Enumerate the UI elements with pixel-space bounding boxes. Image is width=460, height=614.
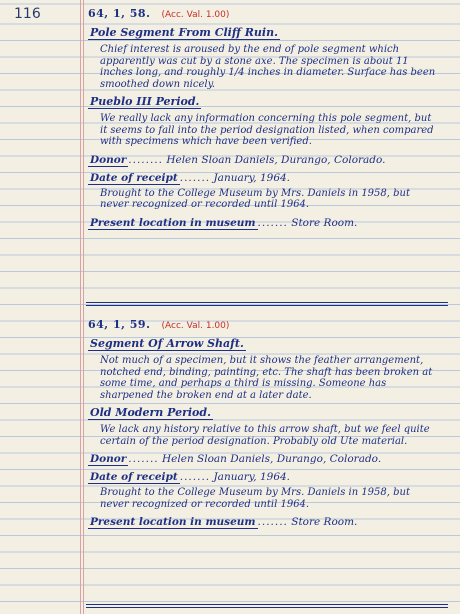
catalog-number: 64, 1, 59.	[88, 318, 151, 331]
receipt-line	[88, 172, 450, 184]
donor-value: Helen Sloan Daniels, Durango, Colorado.	[166, 153, 386, 166]
period-description: We really lack any information concerning this pole segment, but it seems to fall into the period designation listed, when compared with specimens which have been verified.	[100, 113, 434, 147]
donor-line	[88, 154, 450, 166]
period-description: We lack any history relative to this arrow shaft, but we feel quite certain of the period designation. Probably old Ute material.	[100, 424, 430, 447]
specimen-title: Segment Of Arrow Shaft.	[90, 337, 244, 350]
margin-line-inner	[83, 0, 84, 614]
page-bottom-rule	[86, 604, 448, 608]
donor-value: Helen Sloan Daniels, Durango, Colorado.	[162, 453, 382, 465]
receipt-leader: .......	[179, 471, 211, 483]
margin-line	[80, 0, 81, 614]
donor-leader: .......	[128, 453, 159, 465]
catalog-entry	[88, 313, 450, 528]
location-line	[88, 217, 450, 229]
donor-label: Donor	[90, 453, 127, 465]
location-value: Store Room.	[291, 516, 358, 528]
donor-leader: ........	[128, 153, 163, 166]
receipt-value: January, 1964.	[213, 171, 291, 184]
catalog-entry	[88, 2, 450, 229]
specimen-description: Not much of a specimen, but it shows the feather arrangement, notched end, binding, painting, etc. The shaft has been broken at some time, and perhaps a third is missing. Someone has sharpened the broken end at a later date.	[100, 355, 433, 401]
receipt-leader: .......	[179, 171, 211, 184]
receipt-notes: Brought to the College Museum by Mrs. Daniels in 1958, but never recognized or recorded until 1964.	[100, 487, 410, 510]
receipt-value: January, 1964.	[213, 471, 291, 483]
catalog-number: 64, 1, 58.	[88, 7, 151, 20]
donor-line	[88, 453, 450, 465]
entry-header	[88, 313, 450, 332]
entry-separator	[86, 302, 448, 306]
location-leader: .......	[257, 516, 288, 528]
period-heading: Pueblo III Period.	[90, 95, 200, 108]
specimen-title: Pole Segment From Cliff Ruin.	[90, 26, 278, 39]
donor-label: Donor	[90, 153, 127, 166]
period-heading: Old Modern Period.	[90, 406, 211, 419]
receipt-label: Date of receipt	[90, 471, 178, 483]
entry-header	[88, 2, 450, 21]
location-value: Store Room.	[291, 216, 358, 229]
page-number: 116	[14, 6, 41, 22]
receipt-label: Date of receipt	[90, 171, 178, 184]
specimen-description: Chief interest is aroused by the end of pole segment which apparently was cut by a stone axe. The specimen is about 11 inches long, and roughly 1/4 inches in diameter. Surface has been smoothed down nicely.	[100, 44, 436, 90]
accession-value: (Acc. Val. 1.00)	[161, 10, 230, 20]
location-label: Present location in museum	[90, 216, 256, 229]
receipt-line	[88, 471, 450, 483]
location-leader: .......	[257, 216, 288, 229]
location-line	[88, 516, 450, 528]
location-label: Present location in museum	[90, 516, 256, 528]
receipt-notes: Brought to the College Museum by Mrs. Daniels in 1958, but never recognized or recorded until 1964.	[100, 187, 410, 210]
accession-value: (Acc. Val. 1.00)	[161, 321, 230, 331]
